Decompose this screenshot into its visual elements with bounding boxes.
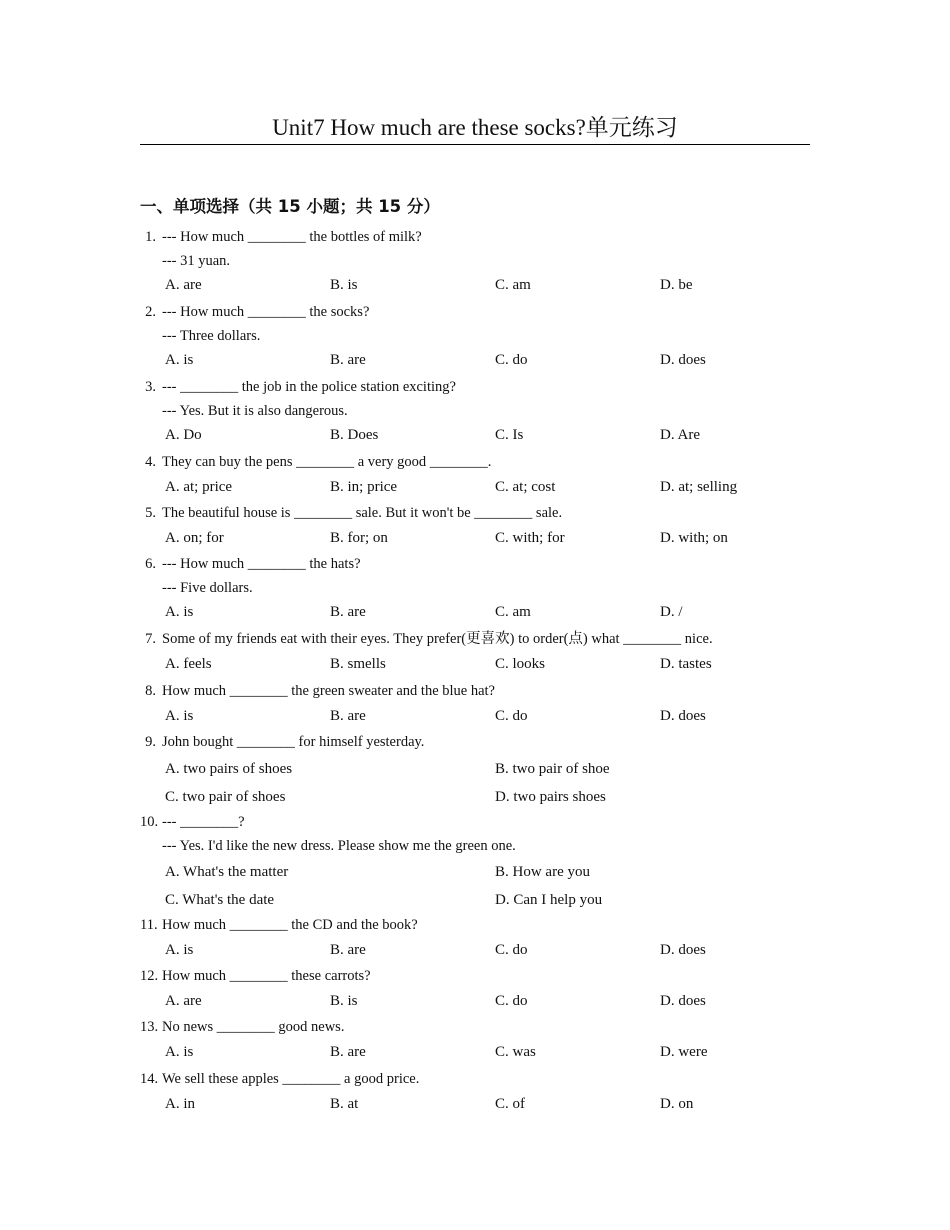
option-d: D. on: [660, 1095, 694, 1112]
question-6: [140, 553, 820, 624]
option-d: D. does: [660, 941, 706, 958]
option-b: B. are: [330, 604, 366, 620]
option-a: A. is: [165, 1043, 194, 1060]
option-b: B. two pair of shoe: [495, 760, 610, 777]
question-number: 14.: [140, 1071, 159, 1087]
question-7: [140, 628, 820, 676]
option-b: B. is: [330, 277, 358, 293]
option-c: C. am: [495, 277, 531, 293]
question-stem: --- ________ the job in the police station exciting?: [162, 379, 456, 395]
option-d: D. were: [660, 1043, 708, 1060]
option-c: C. do: [495, 941, 528, 958]
option-d: D. with; on: [660, 529, 728, 546]
option-c: C. of: [495, 1095, 525, 1112]
question-number: 13.: [140, 1019, 159, 1035]
question-13: [140, 1016, 820, 1064]
option-d: D. Can I help you: [495, 892, 603, 908]
question-stem: We sell these apples ________ a good price.: [162, 1071, 420, 1087]
question-reply: --- Five dollars.: [162, 579, 253, 596]
question-number: 2.: [145, 304, 156, 320]
question-14: [140, 1068, 820, 1116]
question-12: [140, 965, 820, 1013]
option-a: A. Do: [165, 427, 202, 443]
question-number: 10.: [140, 814, 159, 830]
question-number: 7.: [145, 631, 156, 647]
option-a: A. are: [165, 992, 202, 1009]
option-a: A. in: [165, 1095, 195, 1112]
option-d: D. does: [660, 352, 706, 368]
question-number: 12.: [140, 968, 159, 984]
option-d: D. /: [660, 604, 683, 620]
option-c: C. do: [495, 707, 528, 724]
question-reply: --- Yes. I'd like the new dress. Please show me the green one.: [162, 837, 516, 854]
option-b: B. are: [330, 707, 366, 724]
question-stem: The beautiful house is ________ sale. But it won't be ________ sale.: [162, 505, 563, 521]
option-c: C. do: [495, 352, 528, 368]
question-9: [140, 731, 820, 811]
option-c: C. What's the date: [165, 892, 275, 908]
option-d: D. two pairs shoes: [495, 788, 606, 805]
option-c: C. was: [495, 1043, 536, 1060]
question-number: 4.: [145, 454, 156, 470]
question-stem: They can buy the pens ________ a very good ________.: [162, 454, 492, 470]
option-d: D. Are: [660, 427, 700, 443]
page-title: Unit7 How much are these socks?单元练习: [140, 112, 810, 145]
option-b: B. How are you: [495, 864, 590, 880]
option-d: D. at; selling: [660, 478, 738, 495]
option-d: D. be: [660, 277, 693, 293]
question-stem: --- ________?: [162, 814, 245, 830]
question-stem: --- How much ________ the hats?: [162, 556, 361, 572]
question-1: [140, 226, 820, 297]
option-a: A. on; for: [165, 529, 224, 546]
option-b: B. at: [330, 1095, 359, 1112]
option-b: B. smells: [330, 655, 386, 672]
option-a: A. is: [165, 604, 194, 620]
option-d: D. tastes: [660, 655, 712, 672]
question-reply: --- Yes. But it is also dangerous.: [162, 402, 348, 419]
option-b: B. are: [330, 941, 366, 958]
option-b: B. is: [330, 992, 358, 1009]
option-a: A. What's the matter: [165, 864, 289, 880]
option-a: A. is: [165, 941, 194, 958]
question-stem: --- How much ________ the bottles of milk?: [162, 229, 422, 245]
question-8: [140, 680, 820, 728]
option-c: C. with; for: [495, 529, 565, 546]
question-stem: No news ________ good news.: [162, 1019, 345, 1035]
option-b: B. are: [330, 1043, 366, 1060]
option-a: A. two pairs of shoes: [165, 760, 293, 777]
option-a: A. are: [165, 277, 202, 293]
option-a: A. is: [165, 352, 194, 368]
question-stem: --- How much ________ the socks?: [162, 304, 370, 320]
option-b: B. Does: [330, 427, 379, 443]
question-4: [140, 451, 820, 499]
option-d: D. does: [660, 707, 706, 724]
option-a: A. is: [165, 707, 194, 724]
question-2: [140, 301, 820, 372]
question-number: 9.: [145, 734, 156, 750]
question-number: 11.: [140, 917, 158, 933]
question-11: [140, 914, 820, 962]
question-stem: How much ________ the CD and the book?: [162, 917, 418, 933]
question-reply: --- 31 yuan.: [162, 252, 231, 269]
question-stem: Some of my friends eat with their eyes. They prefer(更喜欢) to order(点) what ________ nice.: [162, 631, 713, 647]
question-stem: John bought ________ for himself yesterday.: [162, 734, 425, 750]
option-c: C. at; cost: [495, 478, 556, 495]
question-number: 5.: [145, 505, 156, 521]
question-5: [140, 502, 820, 550]
question-number: 3.: [145, 379, 156, 395]
question-stem: How much ________ these carrots?: [162, 968, 371, 984]
option-b: B. for; on: [330, 529, 388, 546]
option-d: D. does: [660, 992, 706, 1009]
option-b: B. are: [330, 352, 366, 368]
option-c: C. two pair of shoes: [165, 788, 286, 805]
question-number: 6.: [145, 556, 156, 572]
option-c: C. do: [495, 992, 528, 1009]
option-c: C. am: [495, 604, 531, 620]
option-c: C. looks: [495, 655, 546, 672]
question-number: 1.: [145, 229, 156, 245]
section-heading: 一、单项选择（共 15 小题；共 15 分）: [140, 197, 440, 216]
question-3: [140, 376, 820, 447]
question-stem: How much ________ the green sweater and the blue hat?: [162, 683, 495, 699]
option-b: B. in; price: [330, 478, 398, 495]
option-a: A. feels: [165, 655, 212, 672]
question-10: [140, 811, 820, 914]
option-a: A. at; price: [165, 478, 233, 495]
question-reply: --- Three dollars.: [162, 327, 261, 344]
option-c: C. Is: [495, 427, 524, 443]
question-number: 8.: [145, 683, 156, 699]
